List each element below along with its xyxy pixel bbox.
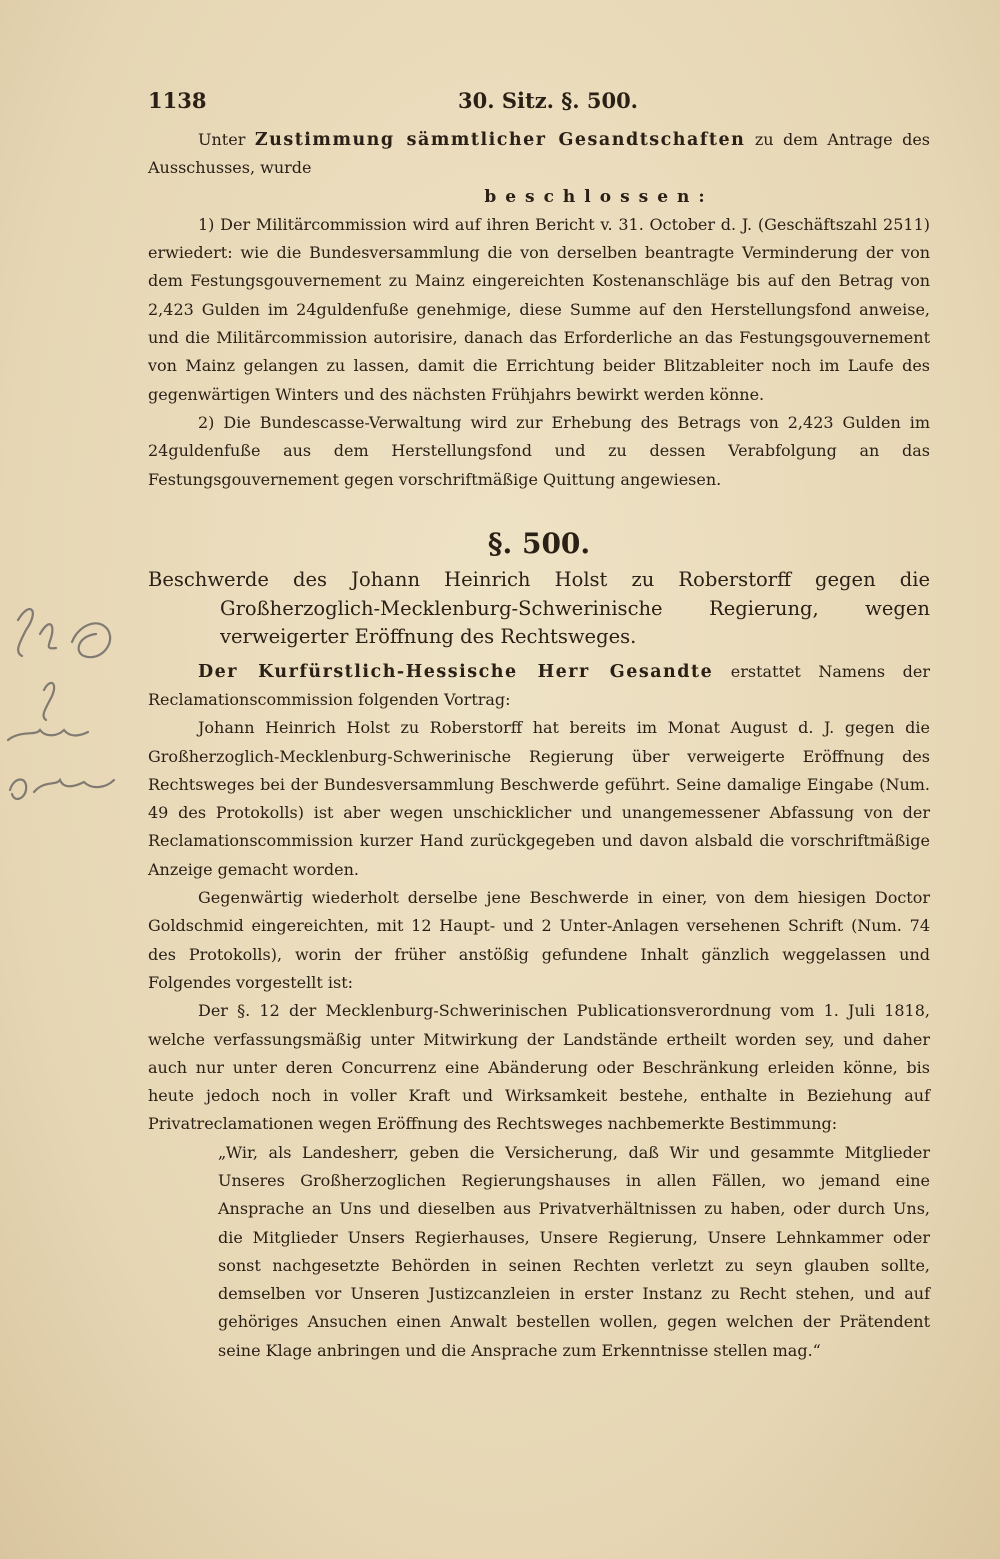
- page-number: 1138: [148, 88, 207, 113]
- paragraph-1: Johann Heinrich Holst zu Roberstorff hat bereits im Monat August d. J. gegen die Großherzoglich-Mecklenburg-Schwerinische Regierung über verweigerte Eröffnung des Rechtsweges bei der Bundesversammlung Beschwerde geführt. Seine damalige Eingabe (Num. 49 des Protokolls) ist aber wegen unschicklicher und unangemessener Abfassung von der Reclamationscommission kurzer Hand zurückgegeben und davon alsbald die vorschriftmäßige Anzeige gemacht worden.: [148, 718, 930, 879]
- section-title: Beschwerde des Johann Heinrich Holst zu Roberstorff gegen die Großherzoglich-Mecklenburg-Schwerinische Regierung, wegen verweigerter Eröffnung des Rechtsweges.: [148, 568, 930, 649]
- resolution-1: 1) Der Militärcommission wird auf ihren Bericht v. 31. October d. J. (Geschäftszahl 2511) erwiedert: wie die Bundesversammlung die von derselben beantragte Verminderung der von dem Festungsgouvernement zu Mainz eingereichten Kostenanschläge bis auf den Betrag von 2,423 Gulden im 24guldenfuße genehmige, diese Summe auf den Herstellungsfond anweise, und die Militärcommission autorisire, danach das Erforderliche an das Festungsgouvernement von Mainz gelangen zu lassen, damit die Errichtung beider Blitzableiter noch im Laufe des gegenwärtigen Winters und des nächsten Frühjahrs bewirkt werden könne.: [148, 214, 930, 404]
- intro-rest: zu dem Antrage des Ausschusses, wurde: [148, 130, 931, 178]
- running-title: 30. Sitz. §. 500.: [458, 88, 638, 113]
- speaker-rest: erstattet Namens der Reclamationscommission folgenden Vortrag:: [148, 661, 930, 709]
- intro-paragraph: [148, 126, 930, 183]
- section-number: §. 500.: [487, 526, 591, 560]
- paragraph-2: Gegenwärtig wiederholt derselbe jene Beschwerde in einer, von dem hiesigen Doctor Goldschmid eingereichten, mit 12 Haupt- und 2 Unter-Anlagen versehenen Schrift (Num. 74 des Protokolls), worin der früher anstößig gefundene Inhalt gänzlich weggelassen und Folgendes vorgestellt ist:: [148, 888, 930, 992]
- resolution-2: 2) Die Bundescasse-Verwaltung wird zur Erhebung des Betrags von 2,423 Gulden im 24guldenfuße aus dem Herstellungsfond und zu dessen Verabfolgung an das Festungsgouvernement gegen vorschriftmäßige Quittung angewiesen.: [148, 412, 930, 489]
- paragraph-3: Der §. 12 der Mecklenburg-Schwerinischen Publicationsverordnung vom 1. Juli 1818, welche verfassungsmäßig unter Mitwirkung der Landstände ertheilt worden sey, und daher auch nur unter deren Concurrenz eine Abänderung oder Beschränkung erleiden könne, bis heute jedoch noch in voller Kraft und Wirksamkeit bestehe, enthalte in Beziehung auf Privatreclamationen wegen Eröffnung des Rechtsweges nachbemerkte Bestimmung:: [148, 1001, 930, 1134]
- quoted-provision: „Wir, als Landesherr, geben die Versicherung, daß Wir und gesammte Mitglieder Unseres Großherzoglichen Regierungshauses in allen Fällen, wo jemand eine Ansprache an Uns und dieselben aus Privatverhältnissen zu haben, oder durch Uns, die Mitglieder Unsers Regierhauses, Unsere Regierung, Unsere Lehnkammer oder sonst nachgesetzte Behörden in seinen Rechten verletzt zu seyn glauben sollte, demselben vor Unseren Justizcanzleien in erster Instanz zu Recht stehen, und auf gehöriges Ansuchen einen Anwalt bestellen wollen, gegen welchen der Prätendent seine Klage anbringen und die Ansprache zum Erkenntnisse stellen mag.“: [218, 1142, 930, 1360]
- intro-emphasis: Zustimmung sämmtlicher Gesandtschaften: [254, 130, 746, 150]
- speaker-paragraph: [148, 658, 930, 715]
- handwritten-margin-note: [0, 590, 140, 830]
- speaker-name: Der Kurfürstlich-Hessische Herr Gesandte: [198, 661, 714, 682]
- intro-lead: Unter: [198, 130, 246, 149]
- document-body: [148, 126, 930, 1365]
- resolved-heading: beschlossen:: [484, 186, 714, 207]
- page-header: [148, 88, 938, 118]
